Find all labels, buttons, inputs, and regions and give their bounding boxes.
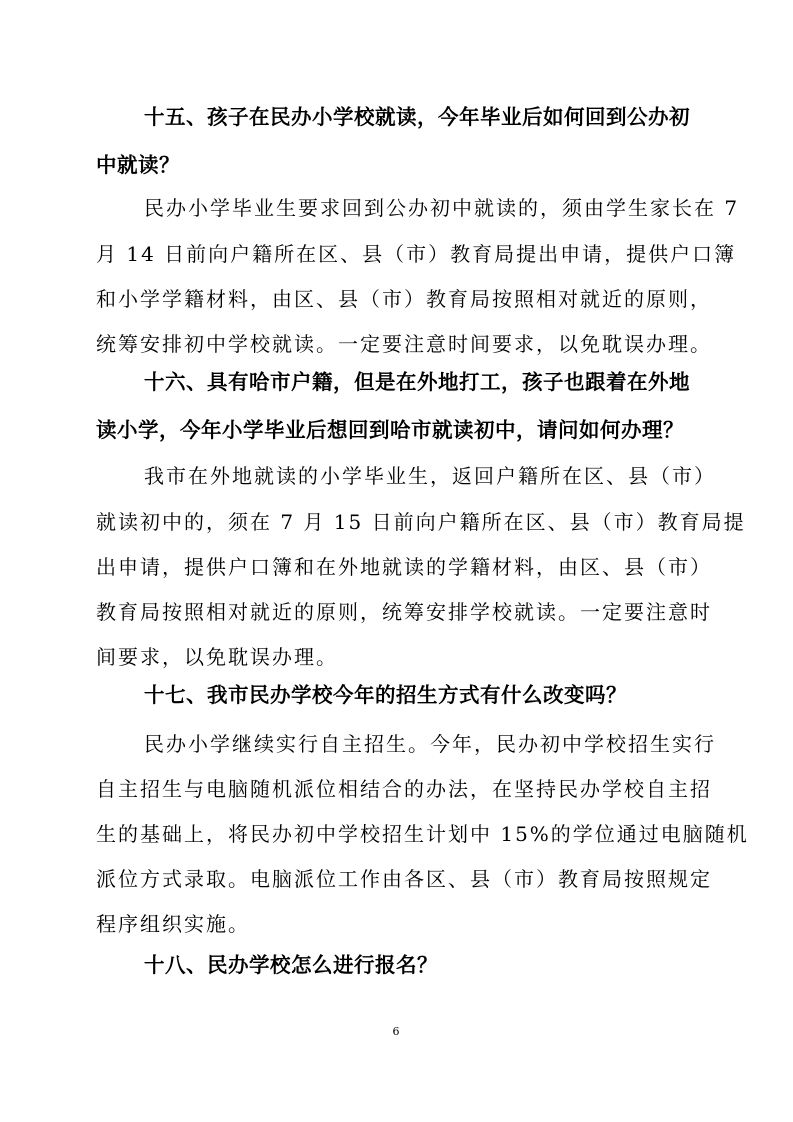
- section-16-body-line-3: 出申请，提供户口簿和在外地就读的学籍材料，由区、县（市）: [96, 555, 712, 579]
- section-17-body-line-3: 生的基础上，将民办初中学校招生计划中 15%的学位通过电脑随机: [96, 822, 749, 846]
- section-17-body-line-4: 派位方式录取。电脑派位工作由各区、县（市）教育局按照规定: [96, 867, 712, 891]
- section-17-body-line-5: 程序组织实施。: [96, 912, 250, 936]
- section-15-body-line-3: 和小学学籍材料，由区、县（市）教育局按照相对就近的原则，: [96, 287, 712, 311]
- section-15-body-line-2: 月 14 日前向户籍所在区、县（市）教育局提出申请，提供户口簿: [96, 242, 737, 266]
- section-16-body-line-5: 间要求，以免耽误办理。: [96, 645, 338, 669]
- page-number: 6: [392, 1025, 400, 1038]
- section-17-heading-line-1: 十七、我市民办学校今年的招生方式有什么改变吗？: [144, 683, 627, 707]
- section-15-heading-line-2: 中就读？: [96, 153, 180, 177]
- section-15-heading-line-1: 十五、孩子在民办小学校就读，今年毕业后如何回到公办初: [144, 105, 690, 129]
- section-17-body-line-1: 民办小学继续实行自主招生。今年，民办初中学校招生实行: [144, 732, 716, 756]
- section-16-heading-line-1: 十六、具有哈市户籍，但是在外地打工，孩子也跟着在外地: [144, 370, 690, 394]
- section-16-body-line-1: 我市在外地就读的小学毕业生，返回户籍所在区、县（市）: [144, 464, 716, 488]
- section-18-heading-line-1: 十八、民办学校怎么进行报名？: [144, 953, 438, 977]
- section-16-body-line-4: 教育局按照相对就近的原则，统筹安排学校就读。一定要注意时: [96, 600, 712, 624]
- section-15-body-line-1: 民办小学毕业生要求回到公办初中就读的，须由学生家长在 7: [144, 196, 740, 220]
- section-16-heading-line-2: 读小学，今年小学毕业后想回到哈市就读初中，请问如何办理？: [96, 418, 684, 442]
- section-15-body-line-4: 统筹安排初中学校就读。一定要注意时间要求，以免耽误办理。: [96, 332, 712, 356]
- section-16-body-line-2: 就读初中的，须在 7 月 15 日前向户籍所在区、县（市）教育局提: [96, 510, 746, 534]
- section-17-body-line-2: 自主招生与电脑随机派位相结合的办法，在坚持民办学校自主招: [96, 777, 712, 801]
